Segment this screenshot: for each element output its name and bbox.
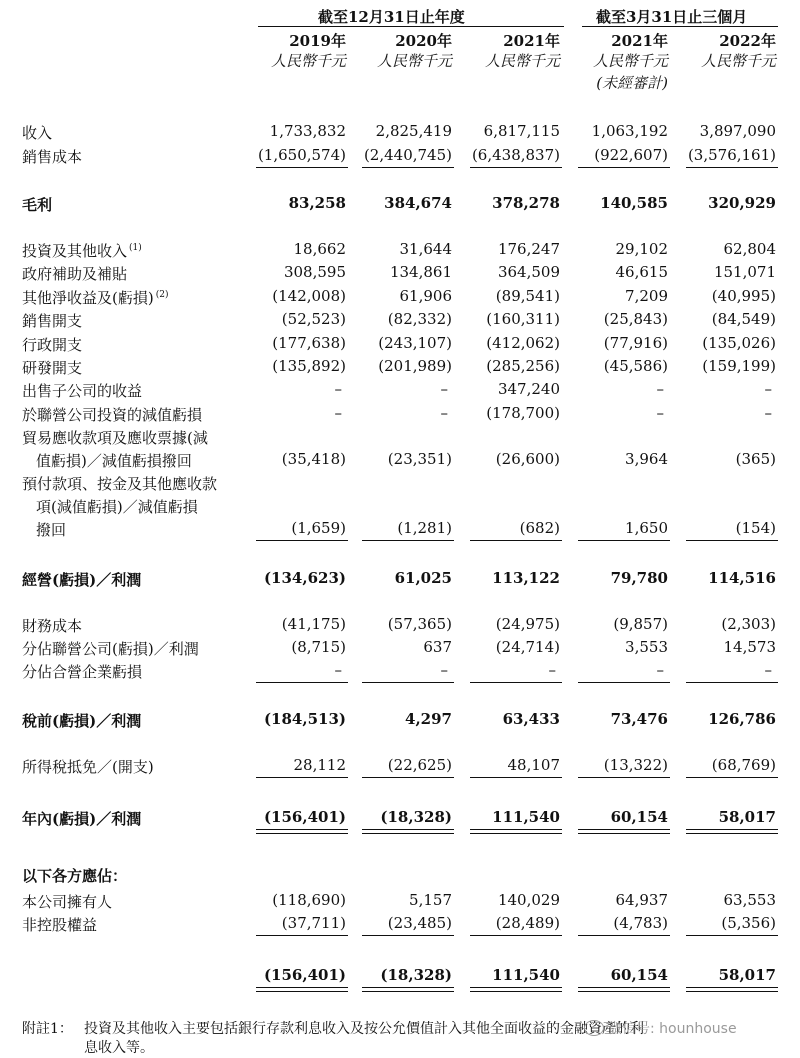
table-cell: (156,401) [263,808,346,826]
table-cell: 46,615 [615,263,668,281]
double-underline [470,829,562,834]
wechat-icon [584,1020,604,1036]
table-cell: 61,025 [394,569,452,587]
table-cell: 320,929 [708,194,776,212]
table-cell: 134,861 [389,263,452,281]
column-currency-1: 人民幣千元 [376,52,452,70]
row-label: 經營(虧損)／利潤 [22,571,142,589]
table-cell: – [656,661,664,679]
table-cell: 14,573 [723,638,776,656]
table-cell: (5,356) [721,914,776,932]
table-cell: – [764,380,772,398]
double-underline [256,987,348,992]
table-cell: 3,897,090 [699,122,776,140]
double-underline [362,829,454,834]
table-cell: (3,576,161) [687,146,776,164]
column-year-4: 2022年 [719,32,776,50]
table-cell: (37,711) [281,914,346,932]
underline [686,682,778,683]
row-label [22,240,142,261]
table-cell: 140,585 [600,194,668,212]
table-cell: (243,107) [378,334,452,352]
underline [256,167,348,168]
row-label [22,287,168,308]
table-cell: 64,937 [615,891,668,909]
underline [578,540,670,541]
table-cell: 140,029 [497,891,560,909]
table-cell: (365) [735,450,776,468]
table-cell: (18,328) [380,808,452,826]
table-cell: (682) [519,519,560,537]
double-underline [578,829,670,834]
underline [470,682,562,683]
table-cell: 61,906 [399,287,452,305]
table-cell: (922,607) [594,146,668,164]
table-cell: (156,401) [263,966,346,984]
row-label: 年內(虧損)／利潤 [22,810,142,828]
table-cell: 63,433 [502,710,560,728]
table-cell: 1,733,832 [269,122,346,140]
table-cell: 3,553 [625,638,668,656]
table-cell: (134,623) [263,569,346,587]
row-label: 分佔聯營公司(虧損)／利潤 [22,640,199,658]
quarter-period-header: 截至3月31日止三個月 [596,8,748,26]
table-cell: (23,485) [387,914,452,932]
table-cell: 7,209 [625,287,668,305]
column-currency-0: 人民幣千元 [270,52,346,70]
underline [256,682,348,683]
row-label-cont: 項(減值虧損)／減值虧損 [36,498,198,516]
footnote-ref: (1) [129,243,142,253]
quarter-header-rule [582,26,778,27]
table-cell: (24,714) [495,638,560,656]
table-cell: (177,638) [272,334,346,352]
table-cell: (201,989) [378,357,452,375]
double-underline [686,829,778,834]
table-cell: 176,247 [497,240,560,258]
row-label: 稅前(虧損)／利潤 [22,712,142,730]
table-cell: (45,586) [603,357,668,375]
table-cell: 6,817,115 [483,122,560,140]
footnote-ref: (2) [155,290,169,300]
table-cell: (135,026) [702,334,776,352]
table-cell: (6,438,837) [471,146,560,164]
table-cell: – [440,380,448,398]
underline [578,167,670,168]
table-cell: (142,008) [272,287,346,305]
row-label-cont: 值虧損)／減值虧損撥回 [36,452,192,470]
double-underline [256,829,348,834]
column-currency-3: 人民幣千元 [592,52,668,70]
column-year-0: 2019年 [289,32,346,50]
table-cell: – [764,661,772,679]
row-label: 毛利 [22,196,53,214]
table-cell: 364,509 [497,263,560,281]
column-year-1: 2020年 [395,32,452,50]
column-year-3: 2021年 [611,32,668,50]
table-cell: (154) [735,519,776,537]
table-cell: 62,804 [723,240,776,258]
table-cell: (77,916) [603,334,668,352]
table-cell: 111,540 [492,966,560,984]
table-cell: (2,440,745) [363,146,452,164]
table-cell: 1,063,192 [591,122,668,140]
table-cell: – [764,404,772,422]
table-cell: (22,625) [387,756,452,774]
footnote-marker: 附註1： [22,1021,73,1037]
table-cell: (25,843) [603,310,668,328]
table-cell: 111,540 [492,808,560,826]
table-cell: 2,825,419 [375,122,452,140]
table-cell: 4,297 [405,710,452,728]
table-cell: 151,071 [713,263,776,281]
table-cell: (13,322) [603,756,668,774]
table-cell: (135,892) [272,357,346,375]
table-cell: 28,112 [293,756,346,774]
row-label: 所得稅抵免／(開支) [22,758,154,776]
underline [578,682,670,683]
table-cell: (160,311) [486,310,560,328]
row-label: 銷售成本 [22,148,83,166]
table-cell: 58,017 [718,808,776,826]
table-cell: 60,154 [610,808,668,826]
table-cell: (89,541) [495,287,560,305]
table-cell: (52,523) [281,310,346,328]
table-cell: (24,975) [495,615,560,633]
table-cell: 3,964 [625,450,668,468]
table-cell: 29,102 [615,240,668,258]
table-cell: (9,857) [613,615,668,633]
column-currency-4: 人民幣千元 [700,52,776,70]
table-cell: (178,700) [486,404,560,422]
table-cell: (82,332) [387,310,452,328]
underline [256,540,348,541]
table-cell: – [334,661,342,679]
table-cell: – [334,380,342,398]
annual-period-header: 截至12月31日止年度 [318,8,465,26]
annual-header-rule [258,26,564,27]
table-cell: (159,199) [702,357,776,375]
row-label: 銷售開支 [22,312,83,330]
row-label: 貿易應收款項及應收票據(減 [22,429,208,447]
table-cell: (28,489) [495,914,560,932]
table-cell: (41,175) [281,615,346,633]
table-cell: 18,662 [293,240,346,258]
table-cell: – [548,661,556,679]
row-label: 分佔合營企業虧損 [22,663,143,681]
row-label: 於聯營公司投資的減值虧損 [22,406,203,424]
table-cell: (40,995) [711,287,776,305]
table-cell: 113,122 [492,569,560,587]
row-label-text: 其他淨收益及(虧損) [22,289,154,307]
underline [362,777,454,778]
table-cell: 31,644 [399,240,452,258]
table-cell: 384,674 [384,194,452,212]
watermark: 微信号: hounhouse [608,1021,737,1037]
table-cell: 63,553 [723,891,776,909]
table-cell: (35,418) [281,450,346,468]
double-underline [686,987,778,992]
row-label-text: 投資及其他收入 [22,242,128,260]
table-cell: 79,780 [610,569,668,587]
table-cell: 114,516 [708,569,776,587]
row-label: 財務成本 [22,617,83,635]
table-cell: (18,328) [380,966,452,984]
underline [686,777,778,778]
footnote-line-2: 息收入等。 [84,1040,154,1056]
table-cell: 378,278 [492,194,560,212]
table-cell: 60,154 [610,966,668,984]
underline [256,935,348,936]
underline [686,935,778,936]
underline [578,777,670,778]
underline [470,935,562,936]
row-label: 行政開支 [22,336,83,354]
underline [686,540,778,541]
table-cell: – [440,661,448,679]
underline [362,540,454,541]
row-label: 出售子公司的收益 [22,382,143,400]
table-cell: (8,715) [291,638,346,656]
table-cell: 637 [423,638,452,656]
table-cell: – [656,380,664,398]
row-label: 研發開支 [22,359,83,377]
table-cell: (57,365) [387,615,452,633]
column-currency-2: 人民幣千元 [484,52,560,70]
table-cell: 5,157 [409,891,452,909]
underline [362,682,454,683]
table-cell: (412,062) [486,334,560,352]
table-cell: (68,769) [711,756,776,774]
row-label: 以下各方應佔： [22,867,128,885]
table-cell: 83,258 [288,194,346,212]
underline [256,777,348,778]
double-underline [470,987,562,992]
row-label: 預付款項、按金及其他應收款 [22,475,218,493]
table-cell: 126,786 [708,710,776,728]
table-cell: 1,650 [625,519,668,537]
table-cell: – [440,404,448,422]
table-cell: – [334,404,342,422]
underline [470,777,562,778]
table-cell: (1,281) [397,519,452,537]
underline [362,167,454,168]
underline [362,935,454,936]
table-cell: (84,549) [711,310,776,328]
double-underline [578,987,670,992]
table-cell: 308,595 [283,263,346,281]
table-cell: (118,690) [272,891,346,909]
underline [470,167,562,168]
row-label-cont: 撥回 [36,521,67,539]
underline [578,935,670,936]
table-cell: (1,650,574) [257,146,346,164]
table-cell: (4,783) [613,914,668,932]
footnote-line-1: 投資及其他收入主要包括銀行存款利息收入及按公允價值計入其他全面收益的金融資產的利 [84,1021,644,1037]
table-cell: 48,107 [507,756,560,774]
table-cell: 347,240 [497,380,560,398]
column-note-3: (未經審計) [596,74,668,92]
table-cell: 58,017 [718,966,776,984]
row-label: 本公司擁有人 [22,893,113,911]
row-label: 非控股權益 [22,916,98,934]
table-cell: (23,351) [387,450,452,468]
table-cell: (2,303) [721,615,776,633]
table-cell: – [656,404,664,422]
underline [686,167,778,168]
table-cell: (184,513) [263,710,346,728]
column-year-2: 2021年 [503,32,560,50]
underline [470,540,562,541]
table-cell: (26,600) [495,450,560,468]
table-cell: 73,476 [610,710,668,728]
table-cell: (285,256) [486,357,560,375]
table-cell: (1,659) [291,519,346,537]
double-underline [362,987,454,992]
row-label: 收入 [22,124,53,142]
row-label: 政府補助及補貼 [22,265,128,283]
